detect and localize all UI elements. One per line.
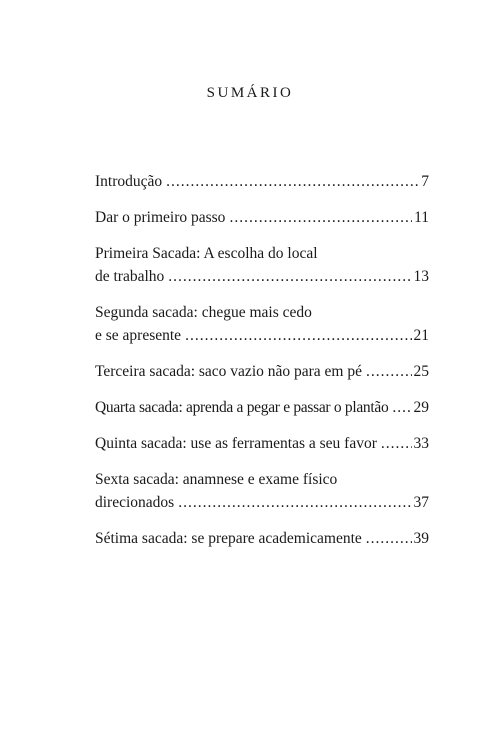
toc-entry-setima-sacada: [95, 527, 429, 550]
toc-entry-title: Segunda sacada: chegue mais cedo: [95, 304, 312, 321]
toc-entry-sexta-sacada: [95, 468, 429, 514]
toc-page-number: 33: [413, 435, 429, 452]
toc-page-number: 37: [413, 494, 429, 511]
toc-page-number: 25: [413, 363, 429, 380]
toc-page-number: 21: [413, 327, 429, 344]
dot-leader: [229, 206, 412, 229]
toc-entry-primeiro-passo: [95, 206, 429, 229]
toc-entry-segunda-sacada: [95, 301, 429, 347]
dot-leader: [381, 432, 412, 455]
toc-page-number: 29: [413, 399, 429, 416]
table-of-contents: [95, 170, 429, 563]
toc-entry-terceira-sacada: [95, 360, 429, 383]
dot-leader: [366, 527, 412, 550]
toc-entry-title: Terceira sacada: saco vazio não para em pé: [95, 363, 362, 380]
page-title: SUMÁRIO: [206, 85, 294, 101]
toc-entry-primeira-sacada: [95, 242, 429, 288]
dot-leader: [392, 396, 411, 419]
dot-leader: [168, 265, 411, 288]
toc-page-number: 13: [413, 268, 429, 285]
toc-entry-title-continued: de trabalho: [95, 268, 165, 285]
dot-leader: [185, 324, 411, 347]
toc-entry-title: Primeira Sacada: A escolha do local: [95, 245, 318, 262]
toc-page-number: 39: [413, 530, 429, 547]
toc-entry-title: Sexta sacada: anamnese e exame físico: [95, 471, 338, 488]
toc-page-number: 7: [421, 173, 429, 190]
toc-entry-title: Introdução: [95, 173, 163, 190]
toc-entry-quarta-sacada: [95, 396, 429, 419]
toc-entry-title: Quarta sacada: aprenda a pegar e passar o plantão: [95, 399, 389, 416]
toc-entry-quinta-sacada: [95, 432, 429, 455]
toc-entry-title: Dar o primeiro passo: [95, 209, 226, 226]
toc-page-number: 11: [414, 209, 429, 226]
dot-leader: [178, 491, 411, 514]
toc-entry-introducao: [95, 170, 429, 193]
dot-leader: [366, 360, 412, 383]
toc-entry-title-continued: direcionados: [95, 494, 175, 511]
toc-entry-title-continued: e se apresente: [95, 327, 182, 344]
toc-entry-title: Sétima sacada: se prepare academicamente: [95, 530, 362, 547]
toc-entry-title: Quinta sacada: use as ferramentas a seu favor: [95, 435, 377, 452]
dot-leader: [166, 170, 419, 193]
